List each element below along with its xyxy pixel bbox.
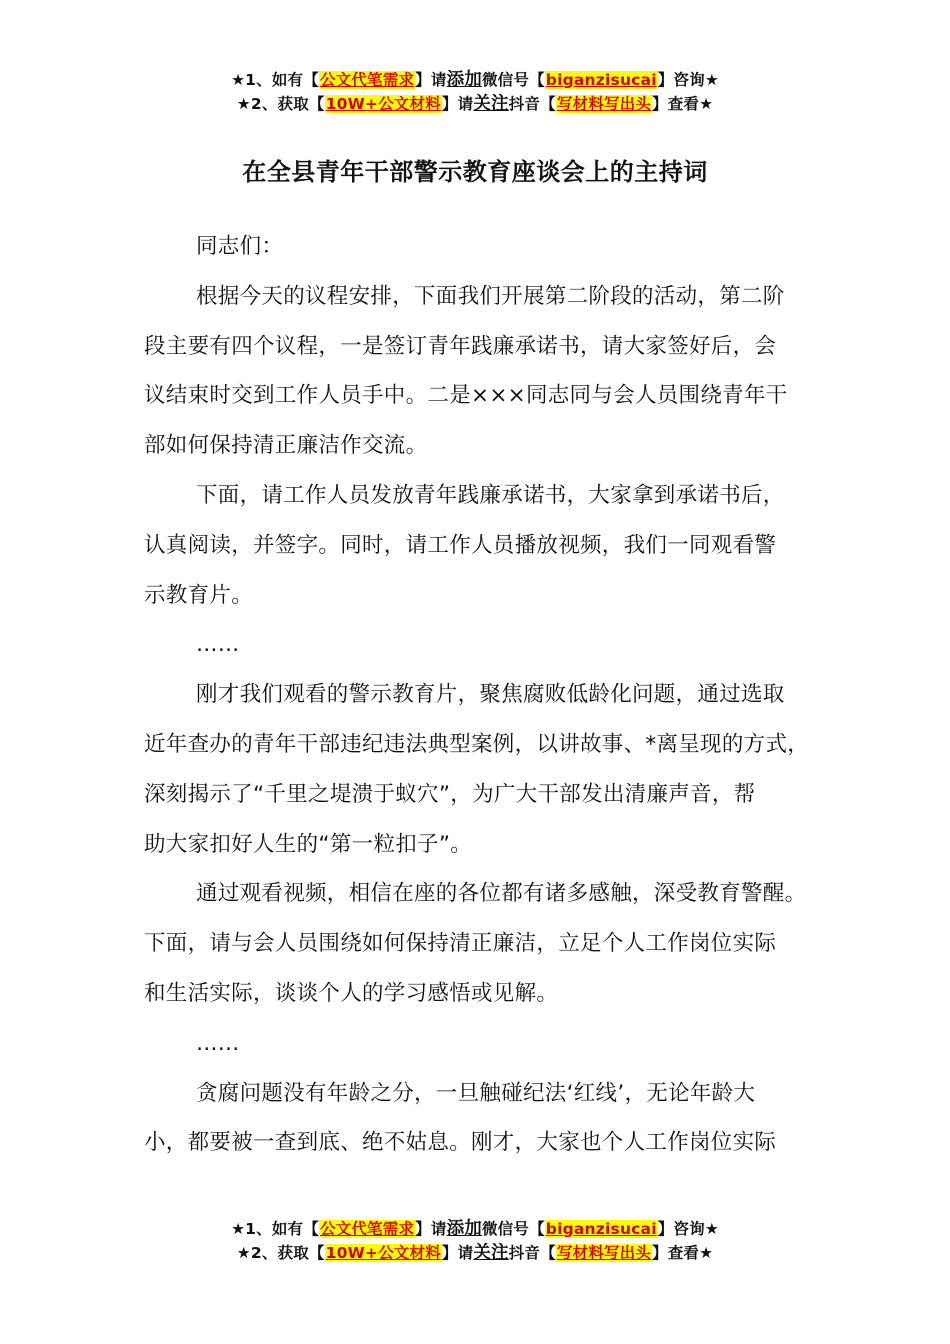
body-line: 下面，请工作人员发放青年践廉承诺书，大家拿到承诺书后， — [196, 482, 785, 508]
banner-text: 抖音【 — [508, 95, 556, 113]
body-line: 深刻揭示了“千里之堤溃于蚁穴”，为广大干部发出清廉声音，帮 — [144, 781, 756, 807]
ellipsis-line: …… — [196, 632, 240, 658]
banner-text: 微信号【 — [481, 1220, 545, 1238]
body-line: 根据今天的议程安排，下面我们开展第二阶段的活动，第二阶 — [196, 283, 785, 309]
banner-text: ★2、获取【 — [236, 95, 325, 113]
banner-wechat-id: biganzisucai — [545, 1220, 657, 1238]
banner-text: 】请 — [415, 1220, 447, 1238]
document-body — [144, 222, 824, 1168]
ellipsis-line: …… — [196, 1030, 240, 1056]
banner-text: 】查看★ — [652, 1244, 714, 1262]
banner-text: 】请 — [415, 71, 447, 89]
banner-highlight: 10W+公文材料 — [325, 1244, 441, 1262]
banner-emphasis: 关注 — [473, 94, 509, 114]
document-title: 在全县青年干部警示教育座谈会上的主持词 — [242, 158, 708, 186]
body-line: 和生活实际，谈谈个人的学习感悟或见解。 — [144, 980, 559, 1006]
banner-text: 】咨询★ — [657, 1220, 719, 1238]
footer-banner — [0, 1217, 950, 1265]
banner-text: ★1、如有【 — [231, 71, 319, 89]
banner-line-2 — [0, 1241, 950, 1265]
banner-line-1 — [0, 1217, 950, 1241]
body-line: 近年查办的青年干部违纪违法典型案例，以讲故事、*离呈现的方式， — [144, 731, 810, 757]
body-line: 刚才我们观看的警示教育片，聚焦腐败低龄化问题，通过选取 — [196, 682, 785, 708]
banner-text: ★2、获取【 — [236, 1244, 325, 1262]
banner-line-1 — [0, 68, 950, 92]
banner-emphasis: 添加 — [446, 1219, 482, 1239]
body-line: 助大家扣好人生的“第一粒扣子”。 — [144, 831, 473, 857]
body-line: 段主要有四个议程，一是签订青年践廉承诺书，请大家签好后，会 — [144, 333, 777, 359]
banner-emphasis: 添加 — [446, 70, 482, 90]
banner-text: 】请 — [441, 95, 474, 113]
banner-wechat-id: biganzisucai — [545, 71, 657, 89]
banner-text: 】查看★ — [652, 95, 714, 113]
banner-text: 微信号【 — [481, 71, 545, 89]
banner-highlight: 10W+公文材料 — [325, 95, 441, 113]
salutation: 同志们： — [196, 234, 284, 259]
banner-text: 抖音【 — [508, 1244, 556, 1262]
body-line: 小，都要被一查到底、绝不姑息。刚才，大家也个人工作岗位实际 — [144, 1130, 777, 1156]
banner-line-2 — [0, 92, 950, 116]
banner-douyin-id: 写材料写出头 — [556, 95, 652, 113]
banner-text: ★1、如有【 — [231, 1220, 319, 1238]
body-line: 下面，请与会人员围绕如何保持清正廉洁，立足个人工作岗位实际 — [144, 931, 777, 957]
banner-highlight: 公文代笔需求 — [319, 71, 415, 89]
body-line: 示教育片。 — [144, 582, 254, 608]
banner-highlight: 公文代笔需求 — [319, 1220, 415, 1238]
banner-douyin-id: 写材料写出头 — [556, 1244, 652, 1262]
body-line: 贪腐问题没有年龄之分，一旦触碰纪法‘红线’，无论年龄大 — [196, 1080, 756, 1106]
banner-text: 】请 — [441, 1244, 474, 1262]
body-line: 认真阅读，并签字。同时，请工作人员播放视频，我们一同观看警 — [144, 532, 777, 558]
body-line: 通过观看视频，相信在座的各位都有诸多感触，深受教育警醒。 — [196, 881, 807, 907]
banner-emphasis: 关注 — [473, 1243, 509, 1263]
body-line: 部如何保持清正廉洁作交流。 — [144, 433, 428, 459]
banner-text: 】咨询★ — [657, 71, 719, 89]
body-line: 议结束时交到工作人员手中。二是×××同志同与会人员围绕青年干 — [144, 383, 788, 409]
header-banner — [0, 68, 950, 116]
